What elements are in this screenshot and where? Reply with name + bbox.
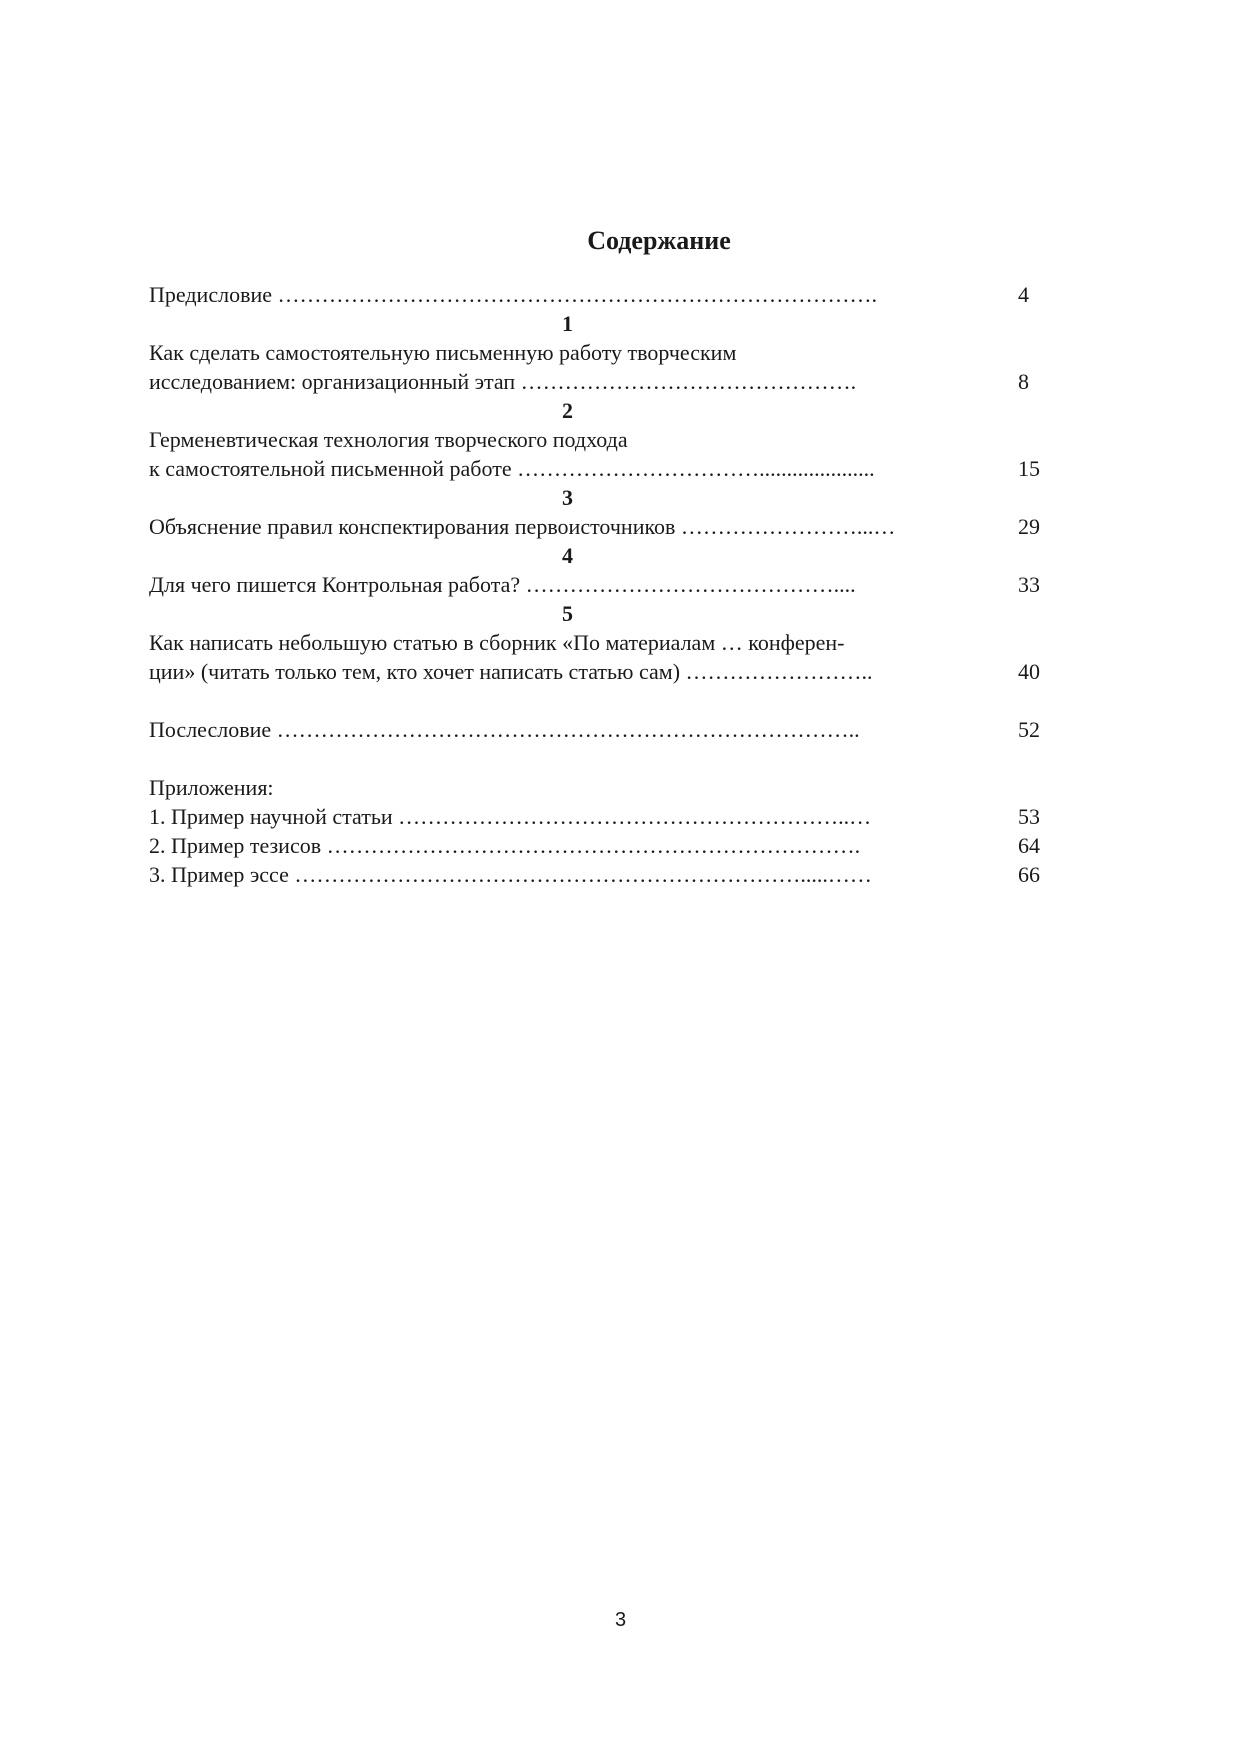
chapter-number: 3	[562, 485, 573, 510]
toc-page-number: 40	[1018, 659, 1040, 684]
toc-page-number: 4	[1018, 282, 1029, 307]
toc-entry-text: Объяснение правил конспектирования первоисточников ……………………...…	[149, 514, 896, 539]
spacer	[149, 686, 1040, 715]
toc-entry-chapter-2-cont[interactable]	[149, 454, 1040, 483]
toc-entry-chapter-4[interactable]	[149, 570, 1040, 599]
toc-entry-text: 1. Пример научной статьи ……………………………………………………..…	[149, 804, 872, 829]
toc-entry-chapter-5[interactable]	[149, 628, 1040, 657]
toc-entry-text: исследованием: организационный этап ……………………………………….	[149, 369, 857, 394]
appendix-heading	[149, 773, 1040, 802]
chapter-number: 1	[562, 311, 573, 336]
toc-entry-text: ции» (читать только тем, кто хочет написать статью сам) ……………………..	[149, 659, 873, 684]
toc-page-number: 52	[1018, 717, 1040, 742]
toc-page-number: 15	[1018, 456, 1040, 481]
toc-entry-chapter-3[interactable]	[149, 512, 1040, 541]
spacer	[149, 744, 1040, 773]
toc-page-number: 53	[1018, 804, 1040, 829]
toc-entry-text: Как сделать самостоятельную письменную работу творческим	[149, 340, 737, 365]
toc-page-number: 66	[1018, 862, 1040, 887]
toc-entry-text: 2. Пример тезисов ……………………………………………………………….	[149, 833, 861, 858]
toc-entry-text: Как написать небольшую статью в сборник «По материалам … конферен-	[149, 630, 845, 655]
toc-entry-appendix-3[interactable]	[149, 860, 1040, 889]
toc-page-number: 8	[1018, 369, 1029, 394]
toc-entry-chapter-5-cont[interactable]	[149, 657, 1040, 686]
toc-entry-preface[interactable]	[149, 280, 1040, 309]
toc-entry-afterword[interactable]	[149, 715, 1040, 744]
toc-entry-chapter-1[interactable]	[149, 338, 1040, 367]
toc-entry-appendix-1[interactable]	[149, 802, 1040, 831]
toc-entry-text: Предисловие ……………………………………………………………………….	[149, 282, 877, 307]
toc-entry-text: Послесловие ……………………………………………………………………..	[149, 717, 860, 742]
chapter-number: 5	[562, 601, 573, 626]
toc-page-number: 29	[1018, 514, 1040, 539]
toc-entry-text: Герменевтическая технология творческого подхода	[149, 427, 628, 452]
page-title: Содержание	[587, 226, 731, 255]
toc-page-number: 33	[1018, 572, 1040, 597]
toc-entry-text: 3. Пример эссе …………………………………………………………….....……	[149, 862, 872, 887]
appendix-heading-text: Приложения:	[149, 775, 274, 800]
toc-entry-appendix-2[interactable]	[149, 831, 1040, 860]
page-number: 3	[614, 1609, 627, 1631]
toc-entry-chapter-1-cont[interactable]	[149, 367, 1040, 396]
table-of-contents	[149, 280, 1040, 889]
toc-entry-text: Для чего пишется Контрольная работа? ……………………………………....	[149, 572, 856, 597]
toc-page-number: 64	[1018, 833, 1040, 858]
toc-entry-text: к самостоятельной письменной работе …………………………….....................	[149, 456, 875, 481]
toc-entry-chapter-2[interactable]	[149, 425, 1040, 454]
chapter-number: 4	[562, 543, 573, 568]
chapter-number: 2	[562, 398, 573, 423]
